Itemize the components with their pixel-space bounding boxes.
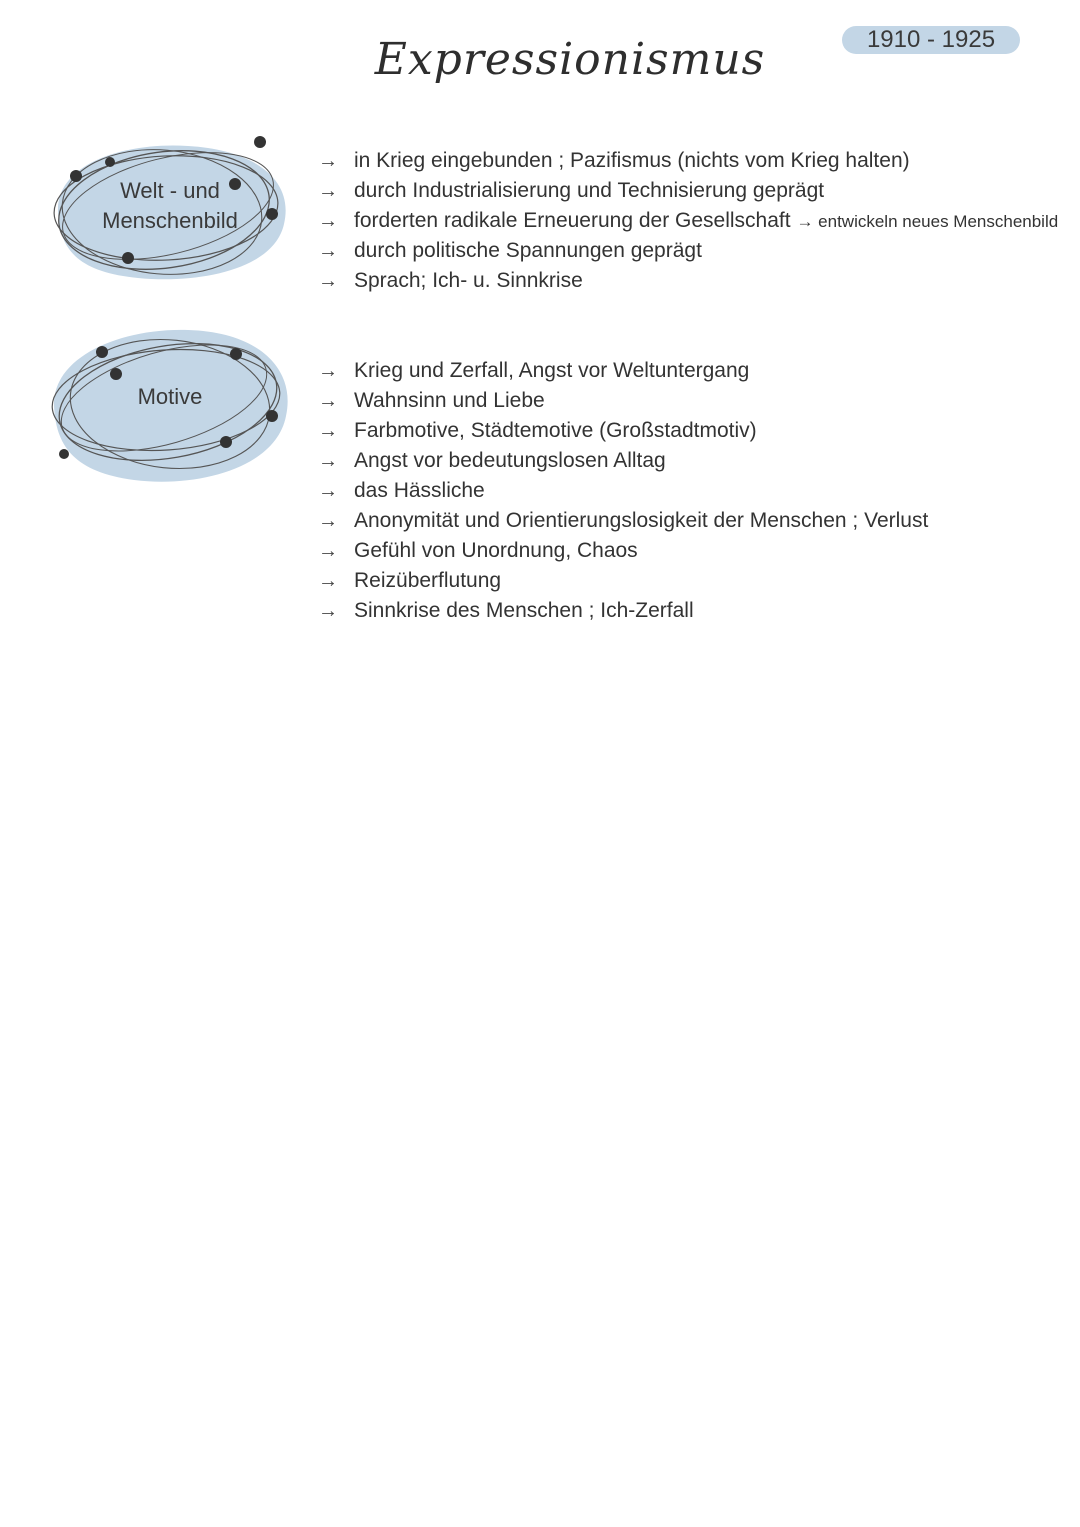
- arrow-right-icon: →: [318, 510, 338, 532]
- arrow-right-icon: →: [318, 450, 338, 472]
- list-item: → Sinnkrise des Menschen ; Ich-Zerfall: [318, 596, 928, 626]
- list-item: → Anonymität und Orientierungslosigkeit der Menschen ; Verlust: [318, 506, 928, 536]
- section-heading-weltbild: [48, 176, 292, 236]
- arrow-right-icon: →: [318, 240, 338, 262]
- list-item: → Wahnsinn und Liebe: [318, 386, 928, 416]
- list-item: → Krieg und Zerfall, Angst vor Weltuntergang: [318, 356, 928, 386]
- arrow-right-icon: →: [318, 390, 338, 412]
- arrow-right-icon: →: [318, 540, 338, 562]
- list-item: → das Hässliche: [318, 476, 928, 506]
- list-item: → in Krieg eingebunden ; Pazifismus (nichts vom Krieg halten): [318, 146, 1058, 176]
- list-item: → Gefühl von Unordnung, Chaos: [318, 536, 928, 566]
- list-item: → forderten radikale Erneuerung der Gesellschaft → entwickeln neues Menschenbild: [318, 206, 1058, 236]
- arrow-right-icon: →: [318, 600, 338, 622]
- list-item: → durch politische Spannungen geprägt: [318, 236, 1058, 266]
- arrow-right-icon: →: [318, 270, 338, 292]
- page-title: Expressionismus: [374, 34, 766, 85]
- list-item: → Farbmotive, Städtemotive (Großstadtmotiv): [318, 416, 928, 446]
- list-item: → Reizüberflutung: [318, 566, 928, 596]
- list-item: → durch Industrialisierung und Technisierung geprägt: [318, 176, 1058, 206]
- list-item: → Sprach; Ich- u. Sinnkrise: [318, 266, 1058, 296]
- topic-bubble-motive: [48, 320, 292, 490]
- arrow-right-icon: →: [318, 210, 338, 232]
- section-heading-motive: Motive: [137, 384, 203, 409]
- arrow-right-icon: →: [318, 480, 338, 502]
- arrow-right-icon: →: [318, 420, 338, 442]
- arrow-right-icon: →: [318, 180, 338, 202]
- weltbild-list: [318, 146, 1058, 296]
- motive-list: [318, 356, 928, 626]
- arrow-right-icon: →: [318, 570, 338, 592]
- arrow-right-icon: →: [318, 360, 338, 382]
- topic-bubble-weltbild: [48, 132, 292, 282]
- side-note: → entwickeln neues Menschenbild: [796, 212, 1059, 231]
- heading-line-2: Menschenbild: [102, 208, 238, 233]
- heading-line-1: Welt - und: [120, 178, 220, 203]
- period-badge: 1910 - 1925: [842, 26, 1020, 54]
- arrow-right-icon: →: [318, 150, 338, 172]
- list-item: → Angst vor bedeutungslosen Alltag: [318, 446, 928, 476]
